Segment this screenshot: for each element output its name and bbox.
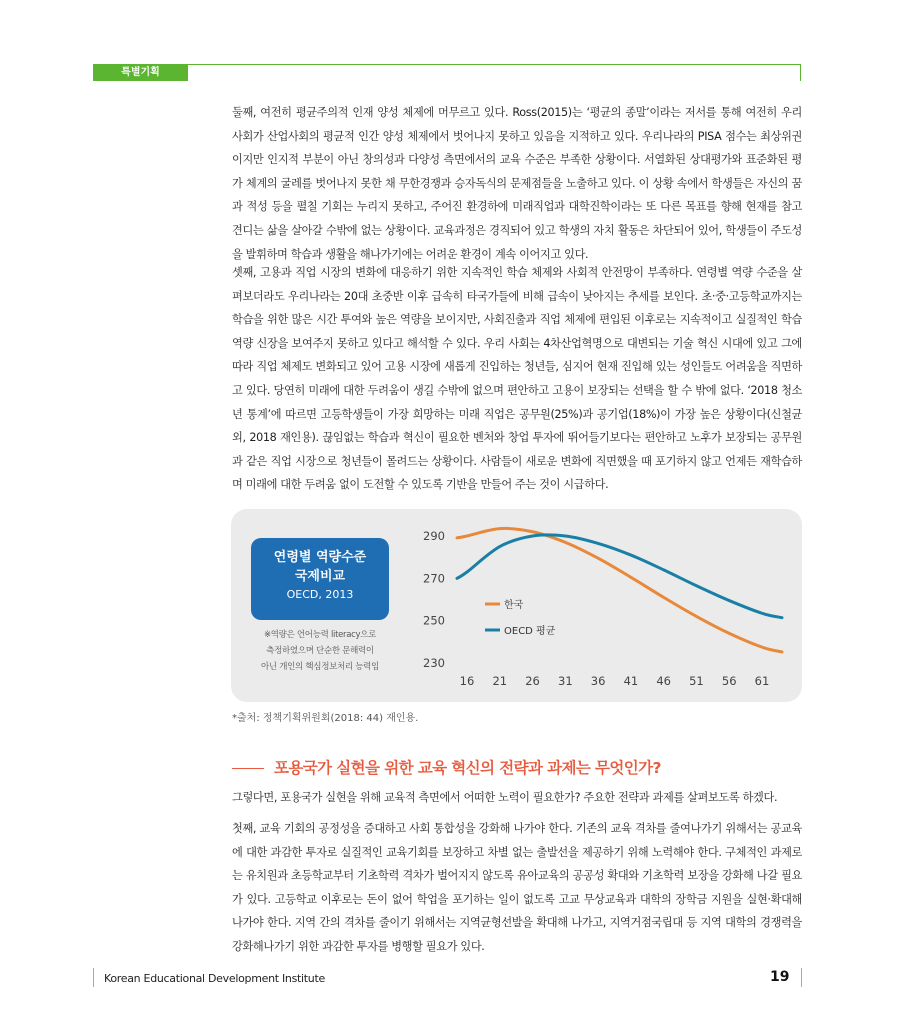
figure-source: *출처: 정책기획위원회(2018: 44) 재인용. xyxy=(232,713,419,724)
paragraph-intro-text: 그렇다면, 포용국가 실현을 위해 교육적 측면에서 어떠한 노력이 필요한가? 주요한 전략과 과제를 살펴보도록 하겠다. xyxy=(232,791,778,804)
paragraph-intro xyxy=(232,786,802,810)
figure-note-line-1: ※역량은 언어능력 literacy으로 xyxy=(263,630,377,640)
y-tick-label: 250 xyxy=(423,613,445,628)
figure-note-line-2: 측정하였으며 단순한 문해력이 xyxy=(266,646,374,656)
x-tick-label: 26 xyxy=(525,674,540,688)
paragraph-third-text: 셋째, 고용과 직업 시장의 변화에 대응하기 위한 지속적인 학습 체제와 사회적 안전망이 부족하다. 연령별 역량 수준을 살펴보더라도 우리나라는 20대 초중반 이후 급속히 타국가들에 비해 급속이 낮아지는 추세를 보인다. 초·중·고등학교까지는 학습을 위한 많은 시간 투여와 높은 역량을 보이지만, 사회진출과 직업 체제에 편입된 이후로는 지속적이고 실질적인 학습 역량 신장을 보여주지 못하고 있다고 해석할 수 있다. 우리 사회는 4차산업혁명으로 대변되는 기술 혁신 시대에 있고 그에 따라 직업 체제도 변화되고 있어 고용 시장에 새롭게 진입하는 청년들, 심지어 현재 진입해 있는 성인들도 어려움을 직면하고 있다. 당연히 미래에 대한 두려움이 생길 수밖에 없으며 편안하고 고용이 보장되는 선택을 할 수 밖에 없다. ‘2018 청소년 통계’에 따르면 고등학생들이 가장 희망하는 미래 직업은 공무원(25%)과 공기업(18%)이 가장 높은 상황이다(신철균 외, 2018 재인용). 끊임없는 학습과 혁신이 필요한 벤처와 창업 투자에 뛰어들기보다는 편안하고 노후가 보장되는 공무원과 같은 직업 시장으로 청년들이 몰려드는 상황이다. 사람들이 새로운 변화에 직면했을 때 포기하지 않고 언제든 재학습하며 미래에 대한 두려움 없이 도전할 수 있도록 기반을 만들어 주는 것이 시급하다. xyxy=(232,266,802,492)
y-tick-label: 290 xyxy=(423,529,445,543)
x-tick-label: 51 xyxy=(689,674,704,688)
legend-label: 한국 xyxy=(504,600,524,611)
footer-institute: Korean Educational Development Institute xyxy=(104,972,325,985)
header-rule xyxy=(188,64,801,65)
section-tab: 특별기획 xyxy=(93,64,188,81)
figure-note-line-3: 아닌 개인의 핵심정보처리 능력임 xyxy=(261,662,379,672)
paragraph-second-text: 둘째, 여전히 평균주의적 인재 양성 체제에 머무르고 있다. Ross(2015)는 ‘평균의 종말’이라는 저서를 통해 여전히 우리 사회가 산업사회의 평균적 인간 양성 체제에서 벗어나지 못하고 있음을 지적하고 있다. 우리나라의 PISA 점수는 최상위권이지만 인지적 부분이 아닌 창의성과 다양성 측면에서의 교육 수준은 부족한 상황이다. 서열화된 상대평가와 표준화된 평가 체계의 굴레를 벗어나지 못한 채 무한경쟁과 승자독식의 문제점들을 노출하고 있다. 이 상황 속에서 학생들은 자신의 꿈과 적성 등을 펼칠 기회는 누리지 못하고, 주어진 환경하에 미래직업과 대학진학이라는 또 다른 목표를 향해 현재를 참고 견디는 삶을 살아갈 수밖에 없는 상황이다. 교육과정은 경직되어 있고 학생의 자치 활동은 차단되어 있어, 학생들이 주도성을 발휘하며 학습과 생활을 해나가기에는 어려운 환경이 계속 이어지고 있다. xyxy=(232,106,802,261)
paragraph-first-text: 첫째, 교육 기회의 공정성을 증대하고 사회 통합성을 강화해 나가야 한다. 기존의 교육 격차를 줄여나가기 위해서는 공교육에 대한 과감한 투자로 실질적인 교육기회를 보장하고 차별 없는 출발선을 제공하기 위해 노력해야 한다. 구체적인 과제로는 유치원과 초등학교부터 기초학력 격차가 벌어지지 않도록 유아교육의 공공성 확대와 기초학력 보장을 강화해 나갈 필요가 있다. 고등학교 이후로는 돈이 없어 학업을 포기하는 일이 없도록 고교 무상교육과 대학의 장학금 지원을 실현·확대해 나가야 한다. 지역 간의 격차를 줄이기 위해서는 지역균형선발을 확대해 나가고, 지역거점국립대 등 지역 대학의 경쟁력을 강화해나가기 위한 과감한 투자를 병행할 필요가 있다. xyxy=(232,822,802,953)
legend-label: OECD 평균 xyxy=(504,626,556,637)
figure-title-line-2: 국제비교 xyxy=(294,569,346,584)
paragraph-second xyxy=(232,101,802,266)
x-tick-label: 16 xyxy=(459,674,475,688)
figure-note xyxy=(241,627,399,675)
figure-title-box xyxy=(251,538,389,620)
x-tick-label: 41 xyxy=(623,674,639,688)
section-heading-text: 포용국가 실현을 위한 교육 혁신의 전략과 과제는 무엇인가? xyxy=(274,759,661,777)
footer-rule-left xyxy=(93,968,94,987)
x-tick-label: 36 xyxy=(590,674,606,688)
x-tick-label: 56 xyxy=(721,674,737,688)
footer-rule-right xyxy=(801,968,802,987)
page-number: 19 xyxy=(770,969,790,985)
y-tick-label: 230 xyxy=(423,656,445,670)
x-tick-label: 21 xyxy=(492,674,508,688)
section-heading-rule xyxy=(232,768,264,769)
figure-title-line-1: 연령별 역량수준 xyxy=(273,550,367,565)
paragraph-first xyxy=(232,817,802,959)
line-chart xyxy=(400,515,800,695)
header-rule-end xyxy=(800,64,801,81)
x-tick-label: 46 xyxy=(656,674,671,688)
x-tick-label: 61 xyxy=(754,674,770,688)
section-heading xyxy=(232,756,802,782)
x-tick-label: 31 xyxy=(558,674,573,688)
paragraph-third xyxy=(232,261,802,497)
y-tick-label: 270 xyxy=(423,571,445,586)
figure-subtitle: OECD, 2013 xyxy=(286,588,354,601)
